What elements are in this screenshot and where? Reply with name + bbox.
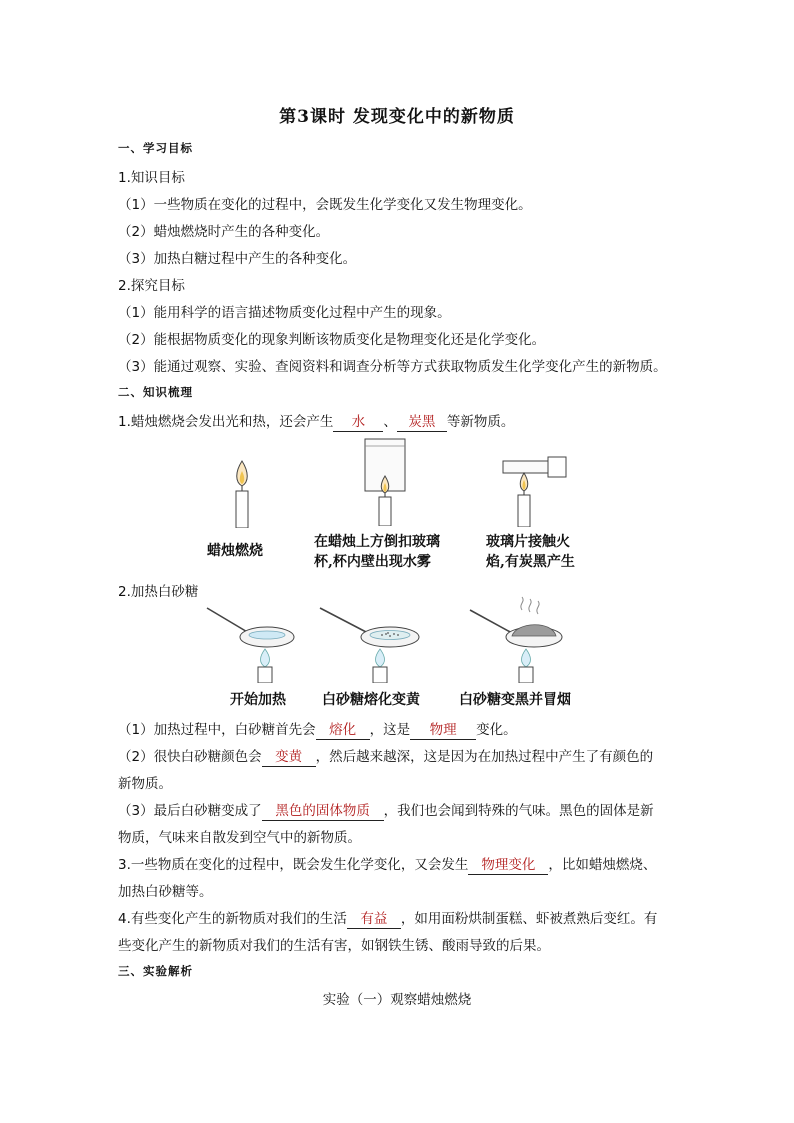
caption-candle-burning: 蜡烛燃烧 [207, 543, 263, 559]
question-2-line2: 新物质。 [118, 776, 172, 792]
q1-text-b: ，这是 [369, 722, 411, 738]
candle-with-glass-plate-illustration [500, 455, 570, 527]
page-title: 第3课时 发现变化中的新物质 [279, 107, 515, 127]
candle-with-glass-illustration [360, 438, 410, 526]
answer-physical-change: 物理变化 [468, 857, 548, 875]
caption-start-heating: 开始加热 [230, 692, 286, 708]
knowledge-p4-line2: 些变化产生的新物质对我们的生活有害，如钢铁生锈、酸雨导致的后果。 [118, 938, 550, 954]
question-2-line1 [118, 745, 653, 767]
answer-black-solid: 黑色的固体物质 [262, 803, 384, 821]
p1-text-a: 1.蜡烛燃烧会发出光和热，还会产生 [118, 414, 334, 430]
knowledge-p3-line2: 加热白砂糖等。 [118, 884, 213, 900]
caption-glass-cup-line2: 杯,杯内壁出现水雾 [314, 554, 431, 570]
knowledge-p3-line1 [118, 853, 656, 875]
caption-glass-cup-line1: 在蜡烛上方倒扣玻璃 [314, 534, 440, 550]
section-heading-goals: 一、学习目标 [118, 141, 193, 155]
answer-physical: 物理 [410, 722, 476, 740]
goal-e3: （3）能通过观察、实验、查阅资料和调查分析等方式获取物质发生化学变化产生的新物质。 [118, 359, 667, 375]
goal-e1: （1）能用科学的语言描述物质变化过程中产生的现象。 [118, 305, 451, 321]
q3-text-b: ，我们也会闻到特殊的气味。黑色的固体是新 [383, 803, 654, 819]
caption-sugar-blackening: 白砂糖变黑并冒烟 [459, 692, 571, 708]
question-3-line1 [118, 799, 654, 821]
answer-water: 水 [333, 414, 383, 432]
p1-sep: 、 [383, 414, 397, 430]
p3-text-a: 3.一些物质在变化的过程中，既会发生化学变化，又会发生 [118, 857, 469, 873]
p4-text-a: 4.有些变化产生的新物质对我们的生活 [118, 911, 347, 927]
sugar-start-heating-illustration [205, 605, 297, 683]
explore-goals-title: 2.探究目标 [118, 278, 185, 294]
caption-glass-plate-line2: 焰,有炭黑产生 [486, 554, 575, 570]
candle-burning-illustration [222, 458, 262, 528]
section-heading-knowledge: 二、知识梳理 [118, 385, 193, 399]
section-heading-experiment: 三、实验解析 [118, 964, 193, 978]
caption-glass-plate-line1: 玻璃片接触火 [486, 534, 570, 550]
goal-e2: （2）能根据物质变化的现象判断该物质变化是物理变化还是化学变化。 [118, 332, 546, 348]
q3-text-a: （3）最后白砂糖变成了 [118, 803, 262, 819]
q2-text-b: ，然后越来越深，这是因为在加热过程中产生了有颜色的 [315, 749, 654, 765]
knowledge-p1 [118, 410, 514, 432]
caption-sugar-melting: 白砂糖熔化变黄 [322, 692, 420, 708]
sugar-blackening-illustration [468, 596, 570, 683]
goal-k1: （1）一些物质在变化的过程中，会既发生化学变化又发生物理变化。 [118, 197, 532, 213]
knowledge-goals-title: 1.知识目标 [118, 170, 185, 186]
answer-melt: 熔化 [316, 722, 370, 740]
goal-k3: （3）加热白糖过程中产生的各种变化。 [118, 251, 357, 267]
question-3-line2: 物质，气味来自散发到空气中的新物质。 [118, 830, 361, 846]
q1-text-c: 变化。 [476, 722, 517, 738]
p4-text-b: ，如用面粉烘制蛋糕、虾被煮熟后变红。有 [400, 911, 658, 927]
answer-beneficial: 有益 [347, 911, 401, 929]
goal-k2: （2）蜡烛燃烧时产生的各种变化。 [118, 224, 330, 240]
knowledge-p4-line1 [118, 907, 657, 929]
p1-text-b: 等新物质。 [446, 414, 515, 430]
answer-turn-yellow: 变黄 [262, 749, 316, 767]
answer-soot: 炭黑 [397, 414, 447, 432]
q1-text-a: （1）加热过程中，白砂糖首先会 [118, 722, 316, 738]
p3-text-b: ，比如蜡烛燃烧、 [548, 857, 657, 873]
sugar-melting-illustration [318, 605, 424, 683]
heat-sugar-title: 2.加热白砂糖 [118, 584, 199, 600]
question-1 [118, 718, 517, 740]
q2-text-a: （2）很快白砂糖颜色会 [118, 749, 262, 765]
experiment-heading: 实验（一）观察蜡烛燃烧 [322, 992, 472, 1008]
